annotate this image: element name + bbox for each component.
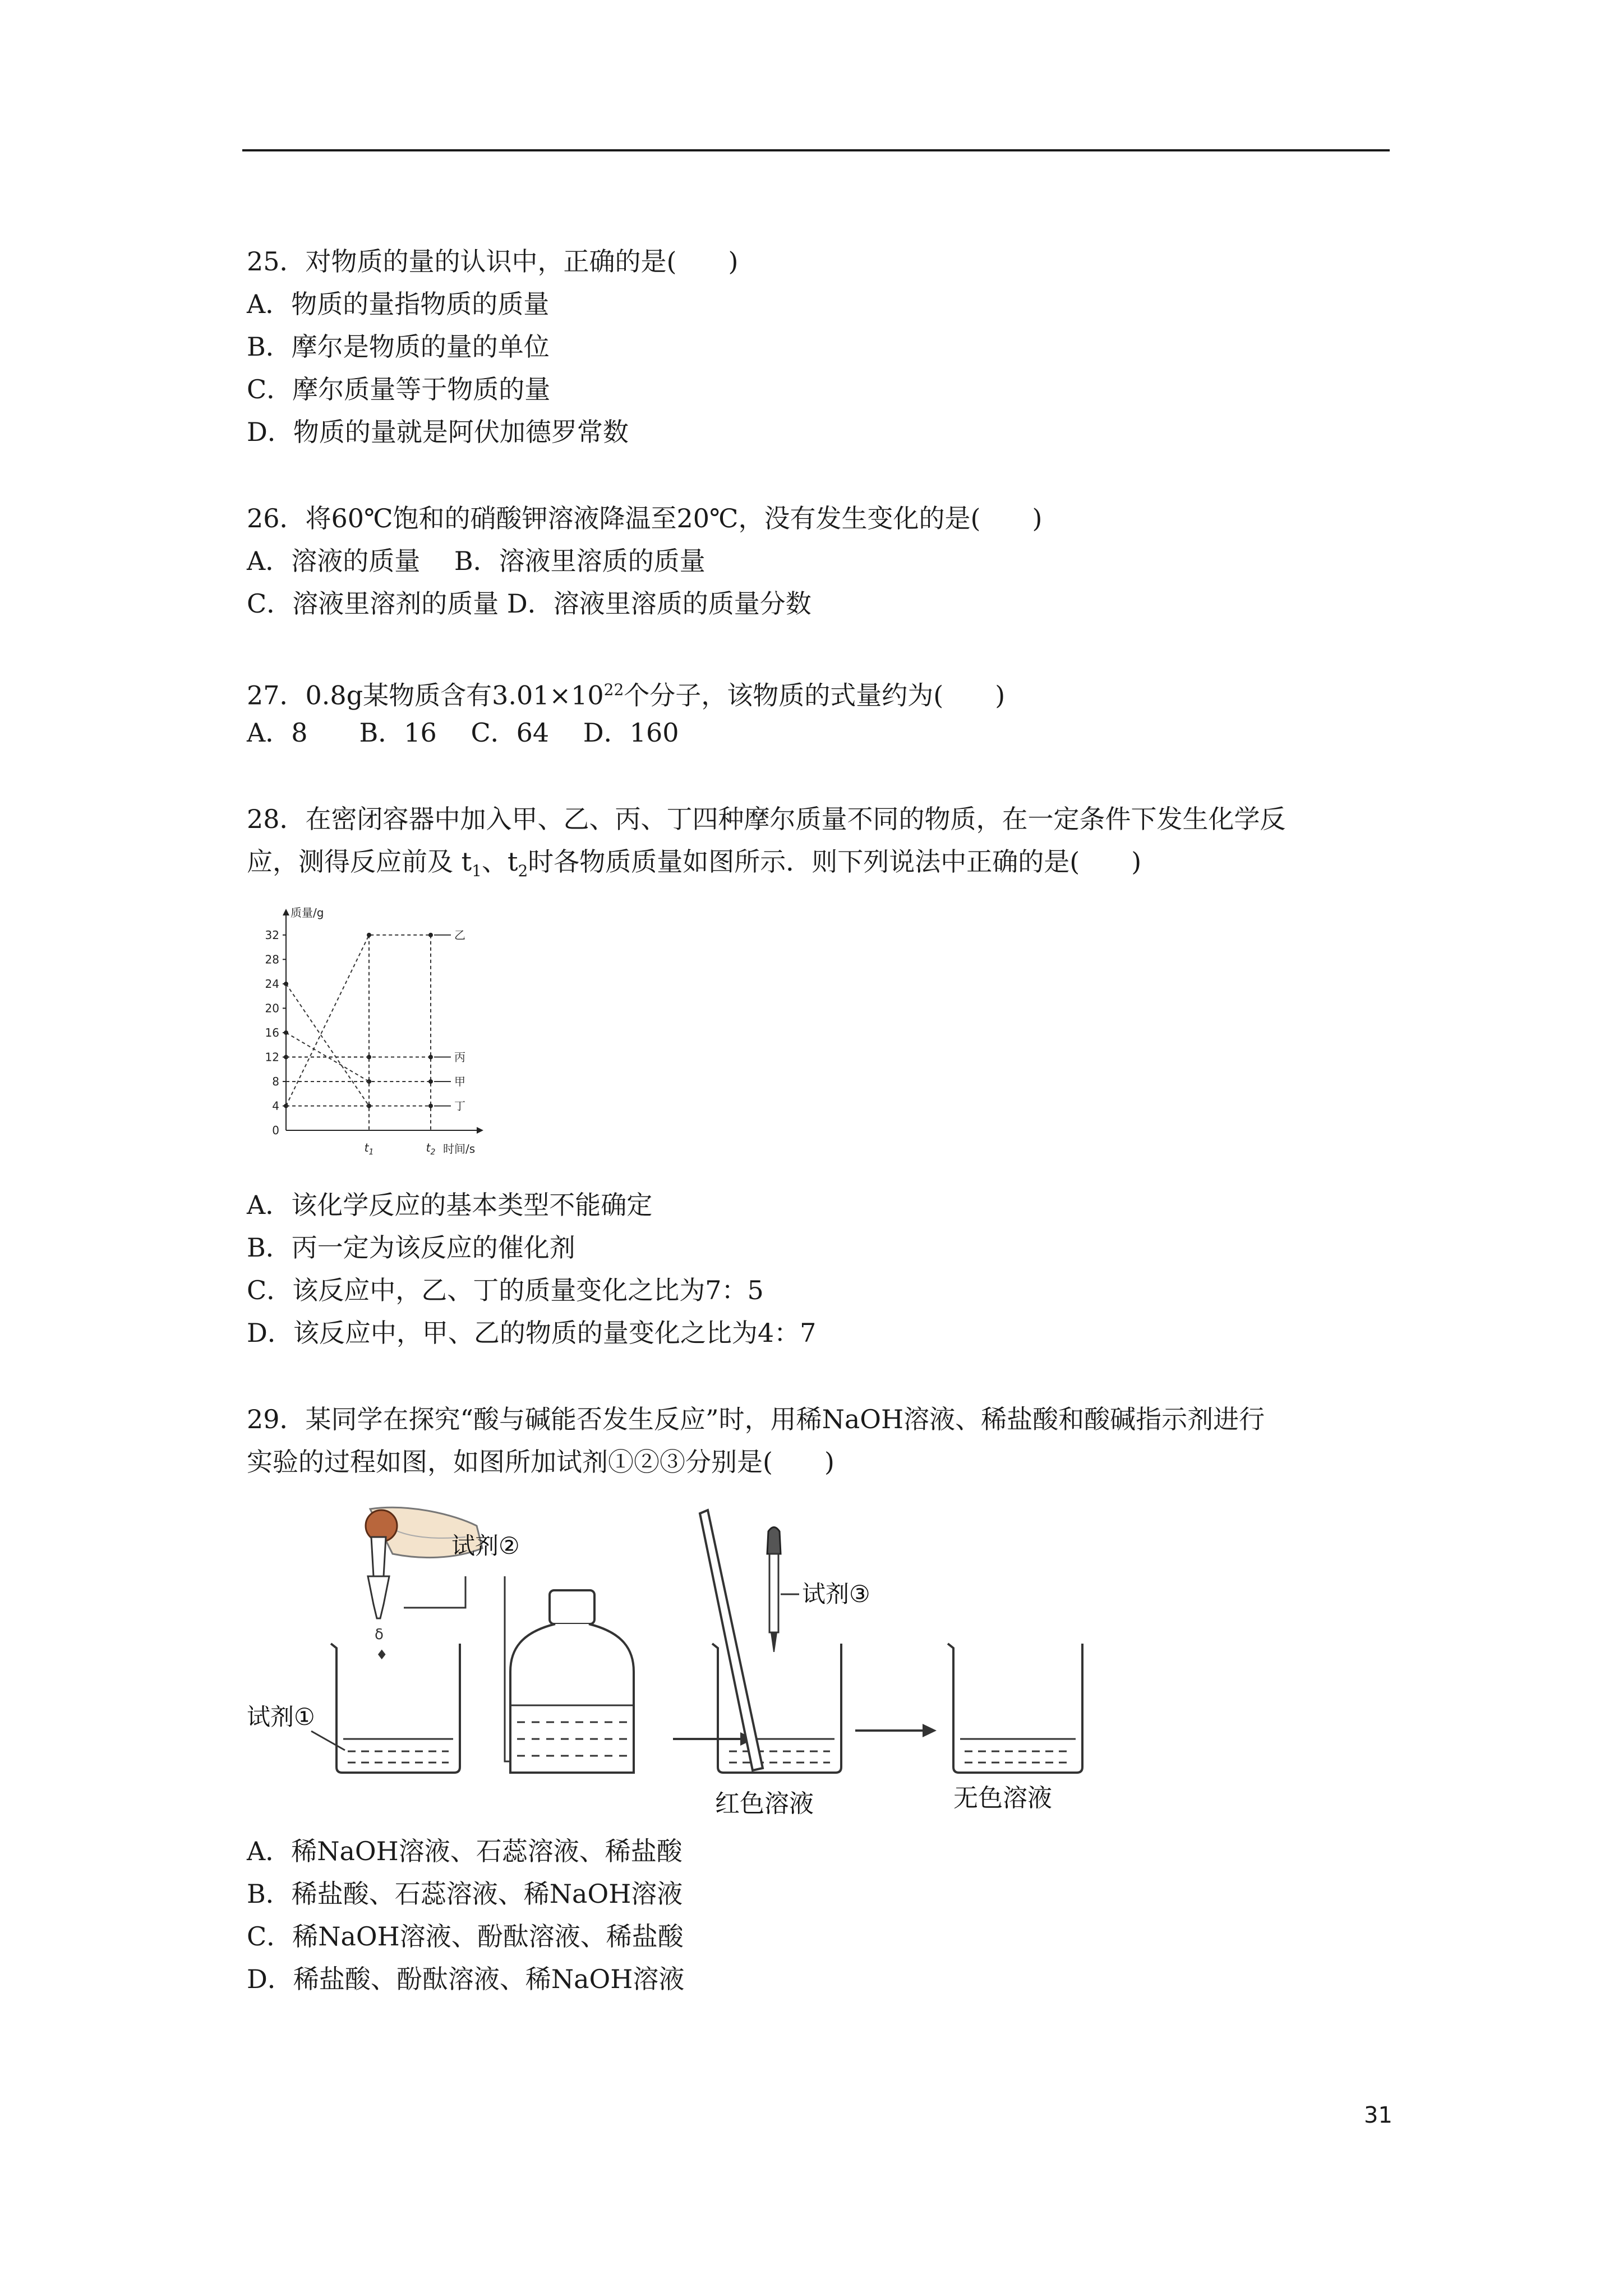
y-tick-label: 0 (272, 1124, 279, 1137)
reagent-bottle (510, 1590, 634, 1773)
q28-stem-pre: 应，测得反应前及 t (247, 846, 472, 877)
q25-option-d: D．物质的量就是阿伏加德罗常数 (247, 417, 629, 447)
label-reagent-1: 试剂① (247, 1703, 315, 1731)
y-tick-label: 20 (265, 1001, 279, 1015)
label-red-solution: 红色溶液 (715, 1789, 814, 1818)
q28-sub-1: 1 (472, 862, 482, 881)
data-point (428, 1103, 433, 1108)
y-tick-label: 28 (265, 953, 279, 967)
q25-option-b: B．摩尔是物质的量的单位 (247, 332, 550, 362)
q28-option-c: C．该反应中，乙、丁的质量变化之比为7：5 (247, 1275, 764, 1305)
y-tick-label: 8 (272, 1074, 279, 1088)
q27-stem-pre: 27．0.8g某物质含有3.01×10 (247, 680, 604, 711)
q29-stem-line2: 实验的过程如图，如图所加试剂①②③分别是( ) (247, 1447, 834, 1477)
q28-stem-mid: 、t (481, 846, 518, 877)
dropper-icon (767, 1527, 781, 1653)
x-axis-arrow (477, 1127, 483, 1134)
glass-rod-icon (700, 1510, 763, 1770)
q28-option-b: B．丙一定为该反应的催化剂 (247, 1232, 575, 1263)
y-tick-label: 16 (265, 1025, 279, 1039)
y-axis-arrow (283, 909, 289, 915)
q29-option-b: B．稀盐酸、石蕊溶液、稀NaOH溶液 (247, 1879, 683, 1909)
q29-option-a: A．稀NaOH溶液、石蕊溶液、稀盐酸 (247, 1836, 683, 1866)
q27-stem (247, 673, 1005, 712)
x-tick-label: $t_2$ (426, 1141, 436, 1157)
q25-option-a: A．物质的量指物质的质量 (247, 289, 550, 319)
q26-stem: 26．将60℃饱和的硝酸钾溶液降温至20℃，没有发生变化的是( ) (247, 503, 1043, 533)
data-point (428, 1055, 433, 1059)
series-label: 丙 (454, 1050, 465, 1064)
q28-stem-line1: 28．在密闭容器中加入甲、乙、丙、丁四种摩尔质量不同的物质，在一定条件下发生化学反 (247, 804, 1286, 834)
q27-stem-post: 个分子，该物质的式量约为( ) (624, 680, 1006, 711)
y-axis-label: 质量/g (291, 906, 324, 919)
q28-stem-line2 (247, 845, 1141, 888)
q29-stem-line1: 29．某同学在探究“酸与碱能否发生反应”时，用稀NaOH溶液、稀盐酸和酸碱指示剂进行 (247, 1404, 1265, 1434)
x-axis-label: 时间/s (443, 1142, 476, 1156)
q28-sub-2: 2 (518, 862, 528, 881)
y-tick-label: 12 (265, 1050, 279, 1064)
series-label: 甲 (454, 1074, 465, 1088)
q26-options-ab: A．溶液的质量 B．溶液里溶质的质量 (247, 546, 706, 576)
arrow-right-icon (855, 1724, 937, 1737)
q26-options-cd: C．溶液里溶剂的质量 D．溶液里溶质的质量分数 (247, 588, 811, 619)
header-rule (242, 149, 1390, 151)
series-label: 乙 (454, 928, 465, 942)
q28-stem-post: 时各物质质量如图所示．则下列说法中正确的是( ) (528, 846, 1142, 877)
q29-option-d: D．稀盐酸、酚酞溶液、稀NaOH溶液 (247, 1964, 685, 1994)
series-label: 丁 (454, 1099, 465, 1113)
experiment-figure (241, 1492, 1105, 1840)
q25-option-c: C．摩尔质量等于物质的量 (247, 374, 551, 404)
reagent-2-leader-a (404, 1576, 465, 1608)
label-colorless-solution: 无色溶液 (953, 1784, 1052, 1812)
y-tick-label: 24 (265, 977, 279, 991)
reagent-1-leader (311, 1731, 345, 1750)
q27-exponent: 22 (603, 680, 624, 699)
y-tick-label: 32 (265, 928, 279, 942)
beaker-1 (331, 1644, 460, 1773)
q28-option-d: D．该反应中，甲、乙的物质的量变化之比为4：7 (247, 1318, 817, 1348)
series-line-乙 (286, 935, 431, 1106)
label-reagent-2: 试剂② (451, 1532, 520, 1559)
data-point (428, 933, 433, 937)
label-reagent-3: 试剂③ (802, 1580, 870, 1608)
page-number: 31 (1364, 2102, 1393, 2128)
x-tick-label: $t_1$ (364, 1141, 374, 1157)
data-point (367, 933, 371, 937)
q29-option-c: C．稀NaOH溶液、酚酞溶液、稀盐酸 (247, 1921, 684, 1952)
beaker-3 (948, 1644, 1082, 1773)
svg-text:δ: δ (375, 1626, 384, 1643)
q27-options: A．8 B．16 C．64 D．160 (247, 717, 679, 748)
q28-option-a: A．该化学反应的基本类型不能确定 (247, 1190, 653, 1220)
svg-text:♦: ♦ (376, 1647, 388, 1663)
mass-time-chart (247, 898, 510, 1167)
y-tick-label: 4 (272, 1099, 279, 1113)
q25-stem: 25．对物质的量的认识中，正确的是( ) (247, 246, 739, 277)
data-point (428, 1079, 433, 1084)
